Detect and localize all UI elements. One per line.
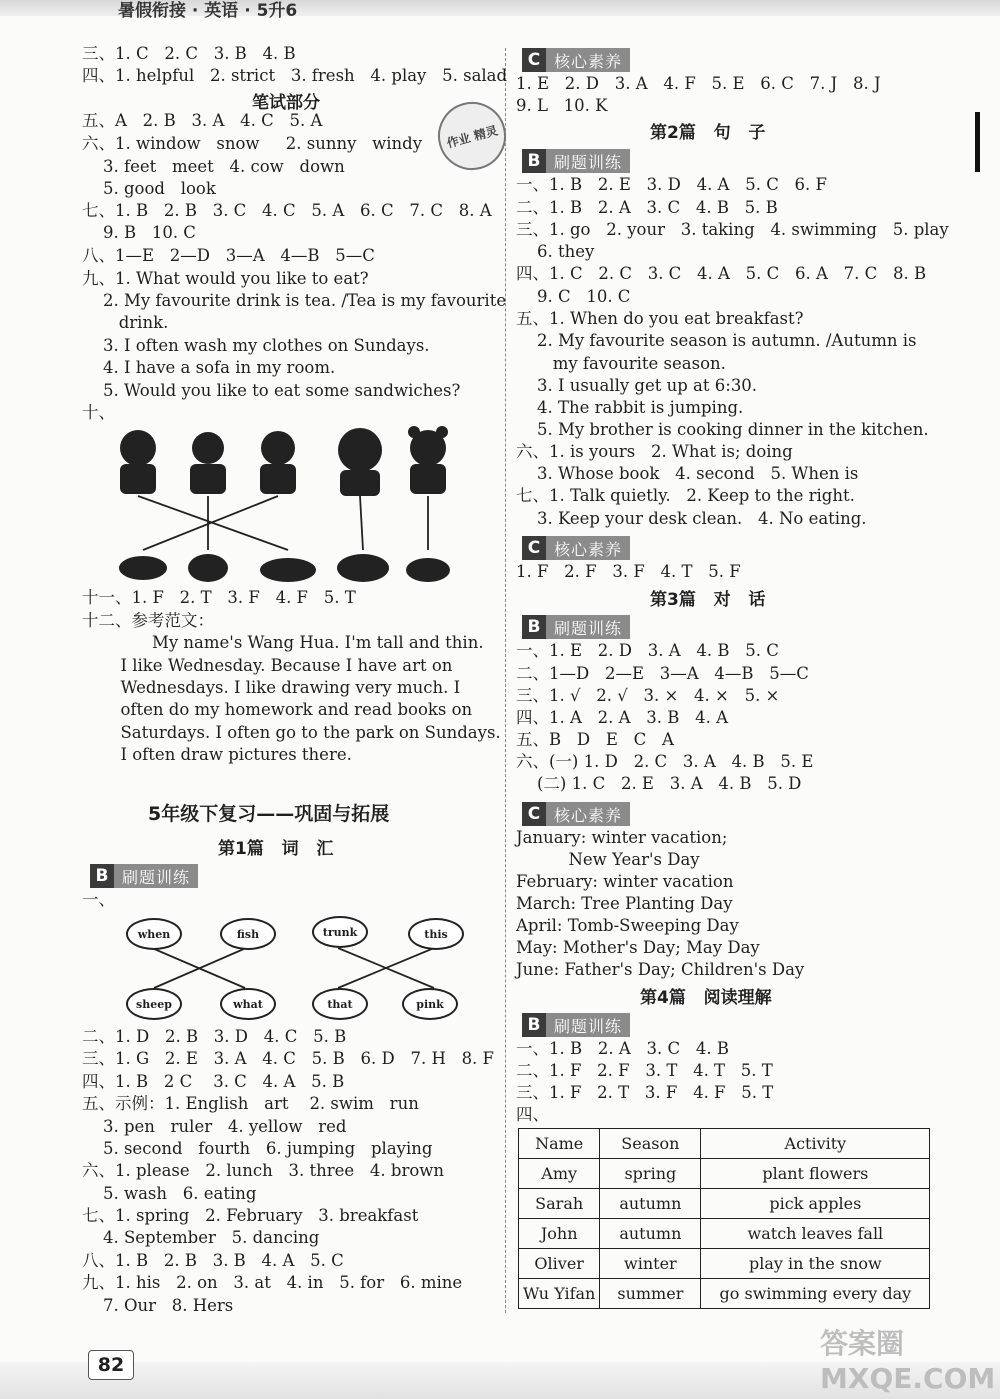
answer-line: 八、1—E 2—D 3—A 4—B 5—C [82, 246, 375, 265]
tag-text: 刷题训练 [546, 149, 630, 173]
activity-table [518, 1128, 930, 1309]
section-title: 第4篇 阅读理解 [640, 988, 772, 1008]
review-title: 5年级下复习——巩固与拓展 [148, 803, 390, 825]
answer-line: February: winter vacation [516, 872, 734, 891]
table-header-row [519, 1129, 930, 1159]
table-row [519, 1249, 930, 1279]
answer-line: 五、示例：1. English art 2. swim run [82, 1094, 419, 1113]
table-cell: winter [600, 1249, 701, 1279]
answer-line: 三、1. √ 2. √ 3. × 4. × 5. × [516, 686, 780, 705]
answer-line: May: Mother's Day; May Day [516, 938, 760, 957]
answer-line: March: Tree Planting Day [516, 894, 733, 913]
answer-line: 3. Keep your desk clean. 4. No eating. [516, 509, 867, 528]
tag-text: 核心素养 [546, 802, 630, 826]
answer-line: 4. I have a sofa in my room. [82, 358, 336, 377]
answer-line: 7. Our 8. Hers [82, 1296, 234, 1315]
word-bubble: fish [220, 918, 276, 950]
answer-line: 一、1. B 2. A 3. C 4. B [516, 1039, 729, 1058]
tag-letter: B [522, 149, 546, 173]
table-cell: plant flowers [701, 1159, 930, 1189]
section-title: 第2篇 句 子 [650, 123, 766, 143]
table-cell: autumn [600, 1189, 701, 1219]
tag-text: 核心素养 [546, 536, 630, 560]
edge-marker [975, 112, 980, 172]
bear-icon [408, 426, 448, 494]
word-bubble: sheep [126, 988, 182, 1020]
stamp-text: 作业 精灵 [445, 122, 500, 150]
answer-line: 七、1. B 2. B 3. C 4. C 5. A 6. C 7. C 8. A [82, 201, 492, 220]
tag-text: 刷题训练 [546, 615, 630, 639]
table-header: Season [600, 1129, 701, 1159]
answer-line: June: Father's Day; Children's Day [516, 960, 805, 979]
answer-line: 九、1. his 2. on 3. at 4. in 5. for 6. mine [82, 1273, 463, 1292]
answer-line: 二、1—D 2—E 3—A 4—B 5—C [516, 664, 809, 683]
core-tag [522, 536, 630, 560]
answer-line: 二、1. D 2. B 3. D 4. C 5. B [82, 1027, 347, 1046]
answer-line: 五、A 2. B 3. A 4. C 5. A [82, 111, 323, 130]
stamp-logo [430, 94, 513, 177]
answer-line: 一、1. E 2. D 3. A 4. B 5. C [516, 641, 779, 660]
answer-line: 四、 [516, 1105, 549, 1124]
tag-letter: C [522, 536, 546, 560]
answer-line: 四、1. C 2. C 3. C 4. A 5. C 6. A 7. C 8. B [516, 264, 927, 283]
core-tag [522, 48, 630, 72]
tag-letter: B [90, 864, 114, 888]
header-title: 暑假衔接 · 英语 · 5升6 [118, 1, 298, 21]
person-icon [190, 432, 226, 494]
answer-line: 七、1. spring 2. February 3. breakfast [82, 1206, 419, 1225]
answer-line: 十一、1. F 2. T 3. F 4. F 5. T [82, 588, 356, 607]
table-cell: pick apples [701, 1189, 930, 1219]
essay-line: I like Wednesday. Because I have art on [110, 656, 453, 675]
essay-line: Wednesdays. I like drawing very much. I [110, 678, 461, 697]
table-row [519, 1219, 930, 1249]
answer-line: 3. feet meet 4. cow down [82, 157, 345, 176]
table-cell: Sarah [519, 1189, 600, 1219]
tag-letter: C [522, 802, 546, 826]
table-row [519, 1279, 930, 1309]
answer-line: 八、1. B 2. B 3. B 4. A 5. C [82, 1251, 344, 1270]
answer-line: 三、1. C 2. C 3. B 4. B [82, 44, 296, 63]
answer-line: 六、1. please 2. lunch 3. three 4. brown [82, 1161, 445, 1180]
answer-line: 五、1. When do you eat breakfast? [516, 309, 804, 328]
answer-line: 6. they [516, 242, 595, 261]
answer-line: 5. wash 6. eating [82, 1184, 257, 1203]
answer-line: 二、1. F 2. F 3. T 4. T 5. T [516, 1061, 773, 1080]
tag-letter: B [522, 1013, 546, 1037]
answer-line: New Year's Day [516, 850, 700, 869]
answer-line: 四、1. B 2 C 3. C 4. A 5. B [82, 1072, 345, 1091]
table-cell: go swimming every day [701, 1279, 930, 1309]
person-icon [338, 428, 382, 496]
watermark [820, 1322, 1000, 1395]
tag-text: 刷题训练 [114, 864, 198, 888]
answer-line: 5. good look [82, 179, 216, 198]
food-icon [119, 554, 450, 582]
answer-line: 三、1. go 2. your 3. taking 4. swimming 5. play [516, 220, 949, 239]
answer-line: 2. My favourite drink is tea. /Tea is my favourite [82, 291, 507, 310]
practice-tag [90, 864, 198, 888]
word-bubble: what [220, 988, 276, 1020]
watermark-text: 答案圈 MXQE.COM [820, 1327, 996, 1395]
table-cell: summer [600, 1279, 701, 1309]
page-number: 82 [88, 1350, 134, 1380]
table-cell: John [519, 1219, 600, 1249]
essay-line: My name's Wang Hua. I'm tall and thin. [110, 633, 484, 652]
answer-line: 9. C 10. C [516, 287, 631, 306]
answer-line: 9. B 10. C [82, 223, 196, 242]
answer-line: 3. pen ruler 4. yellow red [82, 1117, 347, 1136]
written-part-heading: 笔试部分 [252, 93, 320, 113]
answer-line: (二) 1. C 2. E 3. A 4. B 5. D [516, 774, 802, 793]
answer-line: 四、1. helpful 2. strict 3. fresh 4. play 5. salad [82, 66, 508, 85]
answer-line: 1. E 2. D 3. A 4. F 5. E 6. C 7. J 8. J [516, 74, 881, 93]
answer-line: 七、1. Talk quietly. 2. Keep to the right. [516, 486, 855, 505]
matching-figure-people-food [108, 420, 468, 590]
answer-line: 4. The rabbit is jumping. [516, 398, 744, 417]
tag-letter: B [522, 615, 546, 639]
answer-line: 六、(一) 1. D 2. C 3. A 4. B 5. E [516, 752, 814, 771]
answer-line: 六、1. is yours 2. What is; doing [516, 442, 793, 461]
answer-line: 5. Would you like to eat some sandwiches? [82, 381, 461, 400]
practice-tag [522, 1013, 630, 1037]
essay-line: often do my homework and read books on [110, 700, 473, 719]
answer-line: drink. [82, 313, 169, 332]
answer-line: 二、1. B 2. A 3. C 4. B 5. B [516, 198, 778, 217]
answer-line: 5. second fourth 6. jumping playing [82, 1139, 433, 1158]
word-bubble: pink [402, 988, 458, 1020]
answer-line: 三、1. F 2. T 3. F 4. F 5. T [516, 1083, 774, 1102]
practice-tag [522, 615, 630, 639]
table-cell: autumn [600, 1219, 701, 1249]
answer-line: 九、1. What would you like to eat? [82, 269, 369, 288]
table-row [519, 1159, 930, 1189]
section-title: 第1篇 词 汇 [218, 839, 334, 859]
answer-line: 9. L 10. K [516, 96, 608, 115]
tag-text: 刷题训练 [546, 1013, 630, 1037]
answer-line: 十二、参考范文： [82, 611, 214, 630]
column-divider [505, 48, 506, 1313]
answer-line: 三、1. G 2. E 3. A 4. C 5. B 6. D 7. H 8. F [82, 1049, 495, 1068]
word-bubble: this [408, 918, 464, 950]
table-header: Activity [701, 1129, 930, 1159]
essay-line: Saturdays. I often go to the park on Sundays. [110, 723, 501, 742]
table-cell: play in the snow [701, 1249, 930, 1279]
word-bubble: trunk [312, 916, 368, 948]
answer-line: 十、 [82, 403, 115, 422]
answer-line: 1. F 2. F 3. F 4. T 5. F [516, 562, 741, 581]
essay-line: I often draw pictures there. [110, 745, 352, 764]
word-bubble: that [312, 988, 368, 1020]
practice-tag [522, 149, 630, 173]
table-cell: Wu Yifan [519, 1279, 600, 1309]
answer-line: January: winter vacation; [516, 828, 728, 847]
answer-line: 四、1. A 2. A 3. B 4. A [516, 708, 729, 727]
answer-line: 4. September 5. dancing [82, 1228, 320, 1247]
matching-lines [138, 496, 428, 550]
core-tag [522, 802, 630, 826]
answer-line: April: Tomb-Sweeping Day [516, 916, 739, 935]
person-icon [120, 430, 156, 494]
table-cell: Amy [519, 1159, 600, 1189]
table-cell: watch leaves fall [701, 1219, 930, 1249]
tag-text: 核心素养 [546, 48, 630, 72]
table-cell: Oliver [519, 1249, 600, 1279]
answer-line: 六、1. window snow 2. sunny windy [82, 134, 423, 153]
answer-line: 一、1. B 2. E 3. D 4. A 5. C 6. F [516, 175, 827, 194]
answer-line: 3. Whose book 4. second 5. When is [516, 464, 859, 483]
answer-line: 2. My favourite season is autumn. /Autumn is [516, 331, 917, 350]
table-header: Name [519, 1129, 600, 1159]
answer-line: 一、 [82, 890, 115, 909]
person-icon [260, 431, 296, 494]
section-title: 第3篇 对 话 [650, 590, 766, 610]
answer-line: 5. My brother is cooking dinner in the kitchen. [516, 420, 929, 439]
table-cell: spring [600, 1159, 701, 1189]
answer-line: 五、B D E C A [516, 730, 674, 749]
answer-line: 3. I often wash my clothes on Sundays. [82, 336, 430, 355]
tag-letter: C [522, 48, 546, 72]
table-row [519, 1189, 930, 1219]
answer-line: 3. I usually get up at 6:30. [516, 376, 758, 395]
word-bubble: when [126, 918, 182, 950]
answer-line: my favourite season. [516, 354, 726, 373]
